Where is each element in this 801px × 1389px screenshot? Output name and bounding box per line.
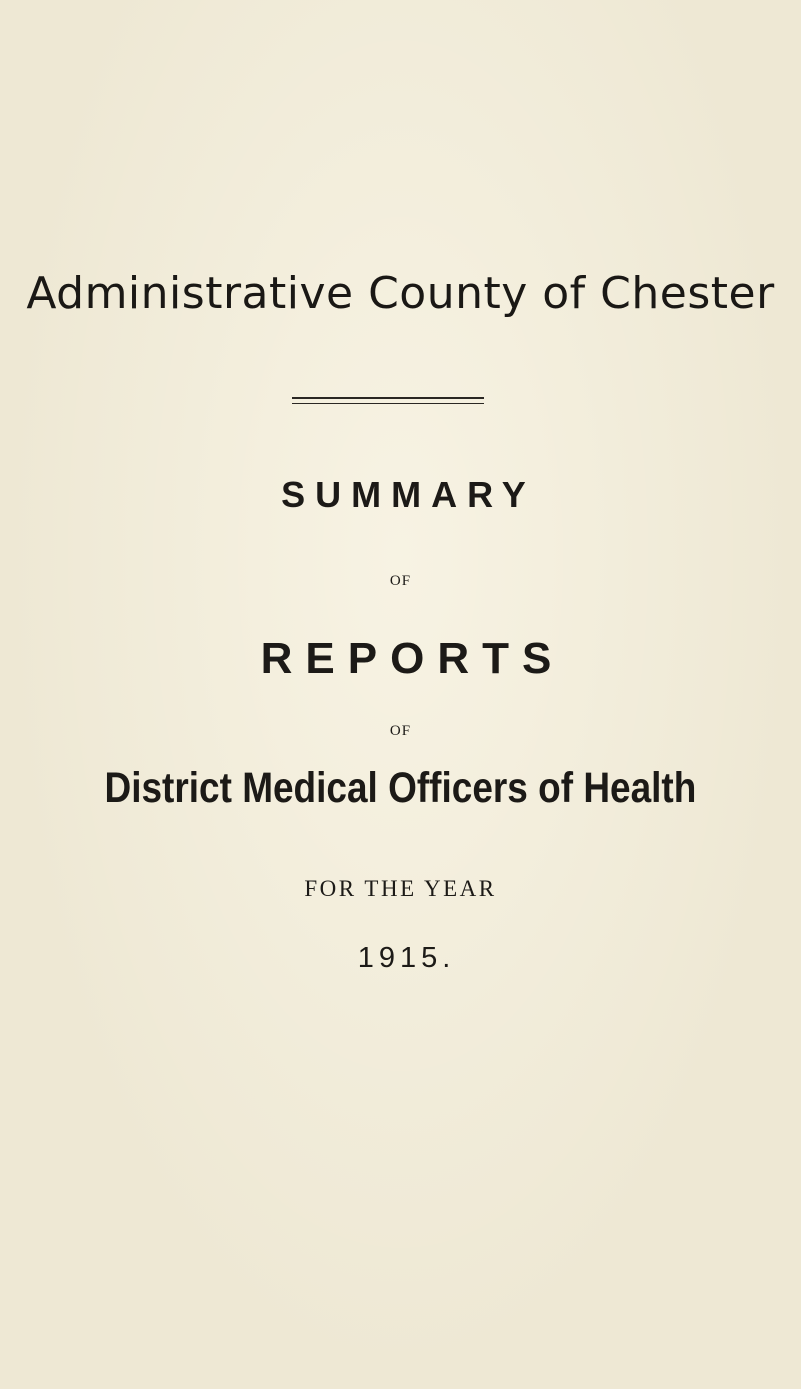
connector-of-1: OF bbox=[389, 573, 412, 589]
subject-heading: District Medical Officers of Health bbox=[104, 764, 697, 812]
reports-heading: REPORTS bbox=[260, 634, 565, 683]
connector-of-2: OF bbox=[389, 723, 412, 739]
summary-heading: SUMMARY bbox=[281, 474, 536, 515]
double-rule-bottom bbox=[292, 403, 484, 404]
report-year: 1915. bbox=[357, 942, 456, 974]
document-title: Administrative County of Chester bbox=[26, 268, 775, 319]
period-label: FOR THE YEAR bbox=[304, 876, 497, 901]
double-rule-top bbox=[292, 397, 484, 399]
